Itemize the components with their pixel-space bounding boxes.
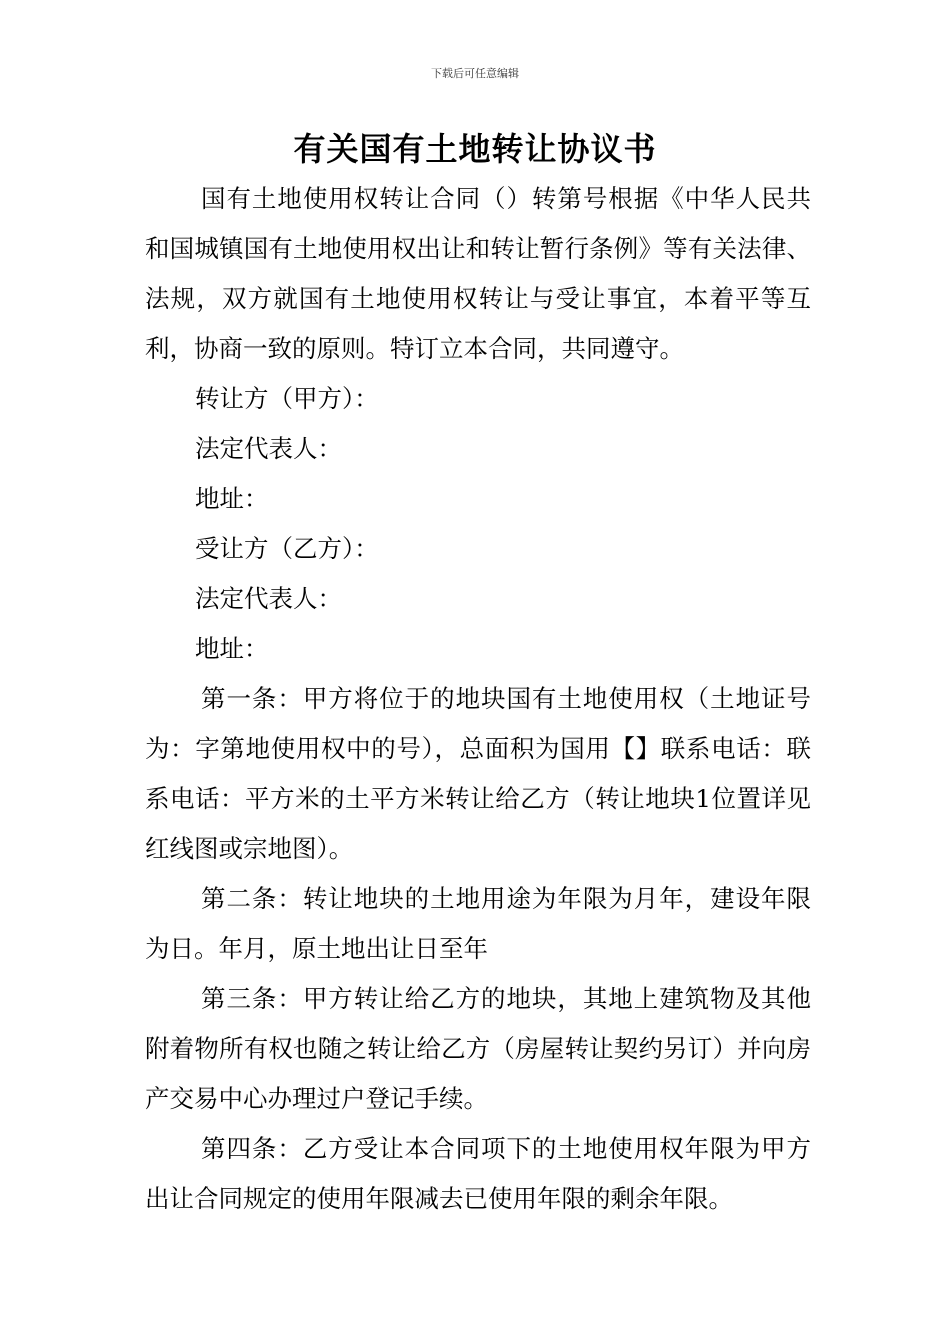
document-body <box>145 174 811 1224</box>
preamble-paragraph: 国有土地使用权转让合同（）转第号根据《中华人民共和国城镇国有土地使用权出让和转让暂行条例》等有关法律、法规，双方就国有土地使用权转让与受让事宜，本着平等互利，协商一致的原则。特订立本合同，共同遵守。 <box>145 184 811 363</box>
article-2: 第二条：转让地块的土地用途为年限为月年，建设年限为日。年月，原土地出让日至年 <box>145 884 811 963</box>
article-3: 第三条：甲方转让给乙方的地块，其地上建筑物及其他附着物所有权也随之转让给乙方（房屋转让契约另订）并向房产交易中心办理过户登记手续。 <box>145 984 811 1113</box>
document-title: 有关国有土地转让协议书 <box>293 130 657 168</box>
article-4: 第四条：乙方受让本合同项下的土地使用权年限为甲方出让合同规定的使用年限减去已使用年限的剩余年限。 <box>145 1134 811 1213</box>
transferor-representative-label: 法定代表人： <box>195 434 342 463</box>
transferor-label: 转让方（甲方）： <box>195 384 379 413</box>
article-1: 第一条：甲方将位于的地块国有土地使用权（土地证号为：字第地使用权中的号），总面积为国用【】联系电话：联系电话：平方米的土平方米转让给乙方（转让地块1位置详见红线图或宗地图）。 <box>145 684 811 863</box>
transferor-address-label: 地址： <box>195 484 269 513</box>
header-note: 下载后可任意编辑 <box>431 67 519 80</box>
transferee-representative-label: 法定代表人： <box>195 584 342 613</box>
transferee-address-label: 地址： <box>195 634 269 663</box>
transferee-label: 受让方（乙方）： <box>195 534 379 563</box>
